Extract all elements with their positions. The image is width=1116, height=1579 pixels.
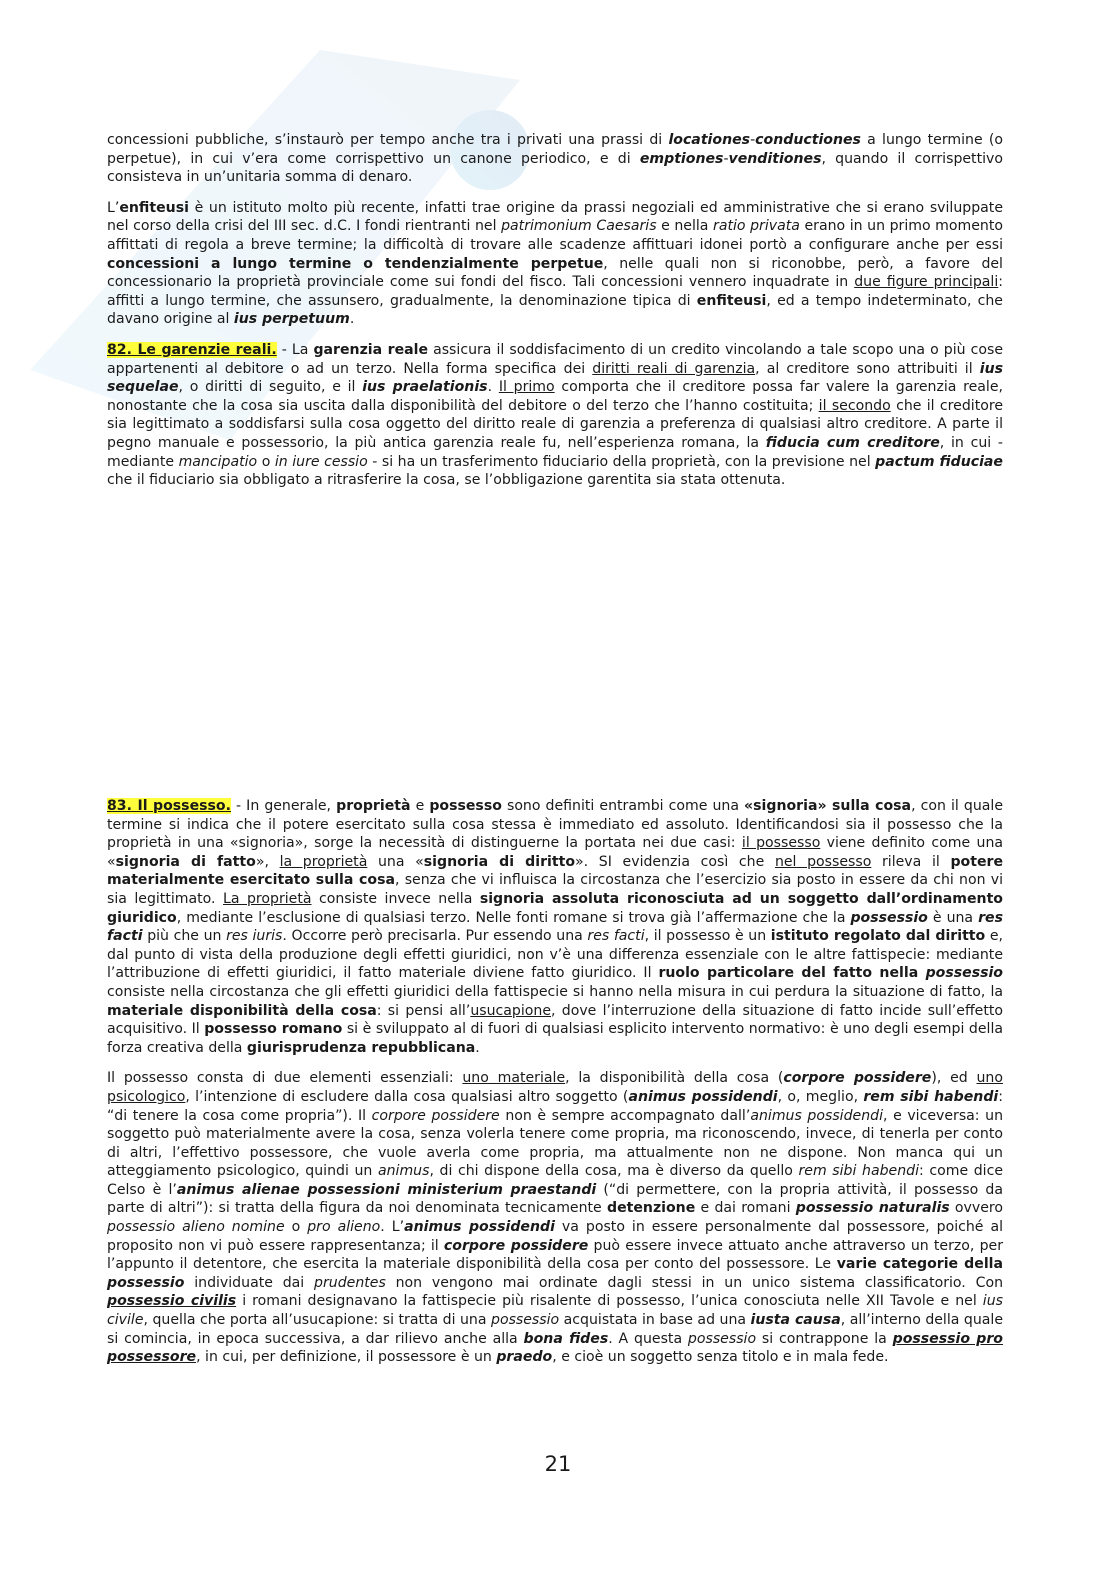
text-run: materiale disponibilità della cosa	[107, 1002, 377, 1019]
text-run: il secondo	[818, 397, 891, 414]
paragraph-concessioni: concessioni pubbliche, s’instaurò per tempo anche tra i privati una prassi di locationes-conductiones a lungo termine (o perpetue), in cui v’era come corrispettivo un canone periodico, e di emptiones-venditiones, quando il corrispettivo consisteva in un’unitaria somma di denaro.	[107, 132, 1003, 186]
text-run: il possesso	[741, 835, 821, 852]
text-run: corpore possidere	[783, 1070, 932, 1087]
text-run: proprietà	[336, 798, 411, 814]
paragraph-elementi-possesso: Il possesso consta di due elementi essenziali: uno materiale, la disponibilità della cosa (corpore possidere), ed uno psicologico, l’intenzione di escludere dalla cosa qualsiasi altro soggetto (animus possidendi, o, meglio, rem sibi habendi: “di tenere la cosa come propria”). Il corpore possidere non è sempre accompagnato dall’animus possidendi, e viceversa: un soggetto può materialmente avere la cosa, senza volerla tenere come propria, ma riconoscendo, invece, di tenerla per conto di altri, l’effettivo possessore, che vuole averla come propria, ma attualmente non ne dispone. Non manca qui un atteggiamento psicologico, quindi un animus, di chi dispone della cosa, ma è diverso da quello rem sibi habendi: come dice Celso è l’animus alienae possessioni ministerium praestandi (“di permettere, con la propria attività, il possesso da parte di altri”): si tratta della figura da noi denominata tecnicamente detenzione e dai romani possessio naturalis ovvero possessio alieno nomine o pro alieno. L’animus possidendi va posto in essere personalmente dal possessore, poiché al proposito non vi può essere rappresentanza; il corpore possidere può essere invece attuato anche attraverso un terzo, per l’appunto il detentore, che esercita la materiale disponibilità della cosa per conto del possessore. Le varie categorie della possessio individuate dai prudentes non vengono mai ordinate dagli stessi in un unico sistema classificatorio. Con possessio civilis i romani designavano la fattispecie più risalente di possesso, l’unica conosciuta nelle XII Tavole e nel ius civile, quella che porta all’usucapione: si tratta di una possessio acquistata in base ad una iusta causa, all’interno della quale si comincia, in epoca successiva, a dar rilievo anche alla bona fides. A questa possessio si contrappone la possessio pro possessore, in cui, per definizione, il possessore è un praedo, e cioè un soggetto senza titolo e in mala fede.	[107, 1070, 1004, 1366]
text-run: varie categorie della	[836, 1256, 1003, 1273]
text-run: possessio	[850, 909, 928, 926]
text-run: possessio	[687, 1330, 757, 1347]
text-run: detenzione	[606, 1200, 696, 1217]
text-run: iusta causa	[750, 1312, 841, 1329]
text-run: enfiteusi	[119, 199, 189, 216]
text-block-bottom	[107, 797, 1003, 1379]
text-run: possessio	[925, 965, 1003, 982]
text-run: corpore possidere	[371, 1107, 500, 1124]
section-heading: 83. Il possesso.	[107, 798, 231, 814]
text-run: usucapione	[470, 1002, 552, 1019]
text-run: possessio	[107, 1274, 185, 1291]
text-run: ius sequelae	[107, 360, 1003, 396]
text-run: venditiones	[728, 150, 822, 167]
text-run: signoria di fatto	[115, 853, 256, 870]
text-run: possessio alieno nomine	[107, 1219, 285, 1236]
text-run: ruolo particolare del fatto nella	[658, 965, 926, 982]
text-run: in iure cessio	[274, 453, 368, 470]
text-run: locationes	[668, 132, 751, 148]
text-run: possesso	[429, 798, 502, 814]
text-run: mancipatio	[178, 453, 258, 470]
text-run: prudentes	[314, 1274, 386, 1291]
text-run: «signoria» sulla cosa	[744, 798, 912, 814]
text-run: giurisprudenza repubblicana	[246, 1039, 476, 1056]
text-run: fiducia cum creditore	[765, 434, 940, 451]
text-run: emptiones	[639, 150, 724, 167]
text-run: ius civile	[107, 1293, 1003, 1329]
text-block-top	[107, 131, 1003, 502]
text-run: corpore possidere	[443, 1237, 589, 1254]
text-run: possessio naturalis	[795, 1200, 950, 1217]
text-run: due figure principali	[854, 274, 999, 291]
text-run: res iuris	[226, 928, 283, 945]
text-run: istituto regolato dal diritto	[770, 928, 986, 945]
paragraph-enfiteusi: L’enfiteusi è un istituto molto più recente, infatti trae origine da prassi negoziali ed amministrative che si erano sviluppate nel corso della crisi del III sec. d.C. I fondi rientranti nel patrimonium Caesaris e nella ratio privata erano in un primo momento affittati di regola a breve termine; la difficoltà di trovare alle scadenze affittuari idonei portò a configurare anche per essi concessioni a lungo termine o tendenzialmente perpetue, nelle quali non si riconobbe, però, a favore del concessionario la proprietà provinciale come sui fondi del fisco. Tali concessioni vennero inquadrate in due figure principali: affitti a lungo termine, che assunsero, gradualmente, la denominazione tipica di enfiteusi, ed a tempo indeterminato, che davano origine al ius perpetuum.	[107, 199, 1004, 328]
text-run: possessio pro possessore	[107, 1330, 1003, 1366]
text-run: possessio civilis	[107, 1293, 237, 1310]
text-run: ius praelationis	[362, 379, 488, 396]
text-run: rem sibi habendi	[863, 1088, 999, 1105]
text-run: garenzia reale	[313, 341, 429, 358]
text-run: potere materialmente esercitato sulla cosa	[107, 853, 1004, 889]
text-run: patrimonium Caesaris	[501, 218, 657, 235]
text-run: enfiteusi	[696, 292, 767, 309]
text-run: animus possidendi	[750, 1107, 883, 1124]
section-heading: 82. Le garenzie reali.	[107, 341, 277, 358]
text-run: ratio privata	[713, 218, 800, 235]
text-run: praedo	[496, 1349, 553, 1366]
text-run: possesso romano	[204, 1021, 343, 1038]
text-run: rem sibi habendi	[798, 1163, 919, 1180]
text-run: res facti	[587, 928, 645, 945]
text-run: ius perpetuum	[233, 311, 350, 328]
section-82-garenzie-reali: 82. Le garenzie reali. - La garenzia reale assicura il soddisfacimento di un credito vincolando a tale scopo una o più cose appartenenti al debitore o ad un terzo. Nella forma specifica dei diritti reali di garenzia, al creditore sono attribuiti il ius sequelae, o diritti di seguito, e il ius praelationis. Il primo comporta che il creditore possa far valere la garenzia reale, nonostante che la cosa sia uscita dalla disponibilità del debitore o del terzo che l’hanno costituita; il secondo che il creditore sia legittimato a soddisfarsi sulla cosa oggetto del diritto reale di garenzia a preferenza di qualsiasi altro creditore. A parte il pegno manuale e possessorio, la più antica garenzia reale fu, nell’esperienza romana, la fiducia cum creditore, in cui - mediante mancipatio o in iure cessio - si ha un trasferimento fiduciario della proprietà, con la previsione nel pactum fiduciae che il fiduciario sia obbligato a ritrasferire la cosa, se l’obbligazione garentita sia stata ottenuta.	[107, 341, 1004, 489]
text-run: animus alienae possessioni ministerium praestandi	[176, 1181, 597, 1198]
text-run: nel possesso	[774, 853, 872, 870]
text-run: la proprietà	[279, 853, 368, 870]
text-run: La proprietà	[223, 890, 312, 907]
text-run: animus possidendi	[404, 1219, 555, 1236]
text-run: signoria assoluta riconosciuta ad un soggetto dall’ordinamento giuridico	[107, 890, 1003, 926]
text-run: animus	[377, 1163, 430, 1180]
text-run: concessioni a lungo termine o tendenzialmente perpetue	[107, 255, 604, 272]
text-run: Il primo	[498, 379, 555, 396]
text-run: uno materiale	[462, 1070, 566, 1087]
text-run: bona fides	[523, 1330, 609, 1347]
text-run: pro alieno	[307, 1219, 381, 1236]
text-run: possessio	[491, 1312, 560, 1329]
section-83-possesso: 83. Il possesso. - In generale, proprietà e possesso sono definiti entrambi come una «signoria» sulla cosa, con il quale termine si indica che il potere esercitato sulla cosa stessa è immediato ed assoluto. Identificandosi sia il possesso che la proprietà in una «signoria», sorge la necessità di distinguerne la portata nei due casi: il possesso viene definito come una «signoria di fatto», la proprietà una «signoria di diritto». SI evidenzia così che nel possesso rileva il potere materialmente esercitato sulla cosa, senza che vi influisca la circostanza che l’esercizio sia posto in essere da chi non vi sia legittimato. La proprietà consiste invece nella signoria assoluta riconosciuta ad un soggetto dall’ordinamento giuridico, mediante l’esclusione di qualsiasi terzo. Nelle fonti romane si trova già l’affermazione che la possessio è una res facti più che un res iuris. Occorre però precisarla. Pur essendo una res facti, il possesso è un istituto regolato dal diritto e, dal punto di vista della produzione degli effetti giuridici, non v’è una differenza essenziale con le altre fattispecie: mediante l’attribuzione di effetti giuridici, il fatto materiale diviene fatto giuridico. Il ruolo particolare del fatto nella possessio consiste nella circostanza che gli effetti giuridici della fattispecie si hanno nella misura in cui perdura la situazione di fatto, la materiale disponibilità della cosa: si pensi all’usucapione, dove l’interruzione della situazione di fatto incide sull’effetto acquisitivo. Il possesso romano si è sviluppato al di fuori di qualsiasi esplicito intervento normativo: è uno degli esempi della forza creativa della giurisprudenza repubblicana.	[107, 798, 1004, 1056]
text-run: res facti	[107, 909, 1003, 945]
page-number: 21	[544, 1452, 572, 1476]
text-run: pactum fiduciae	[875, 453, 1003, 470]
text-run: animus possidendi	[628, 1088, 778, 1105]
text-run: diritti reali di garenzia	[592, 360, 756, 377]
text-run: uno psicologico	[107, 1070, 1003, 1105]
text-run: conductiones	[755, 132, 861, 148]
text-run: signoria di diritto	[423, 853, 576, 870]
